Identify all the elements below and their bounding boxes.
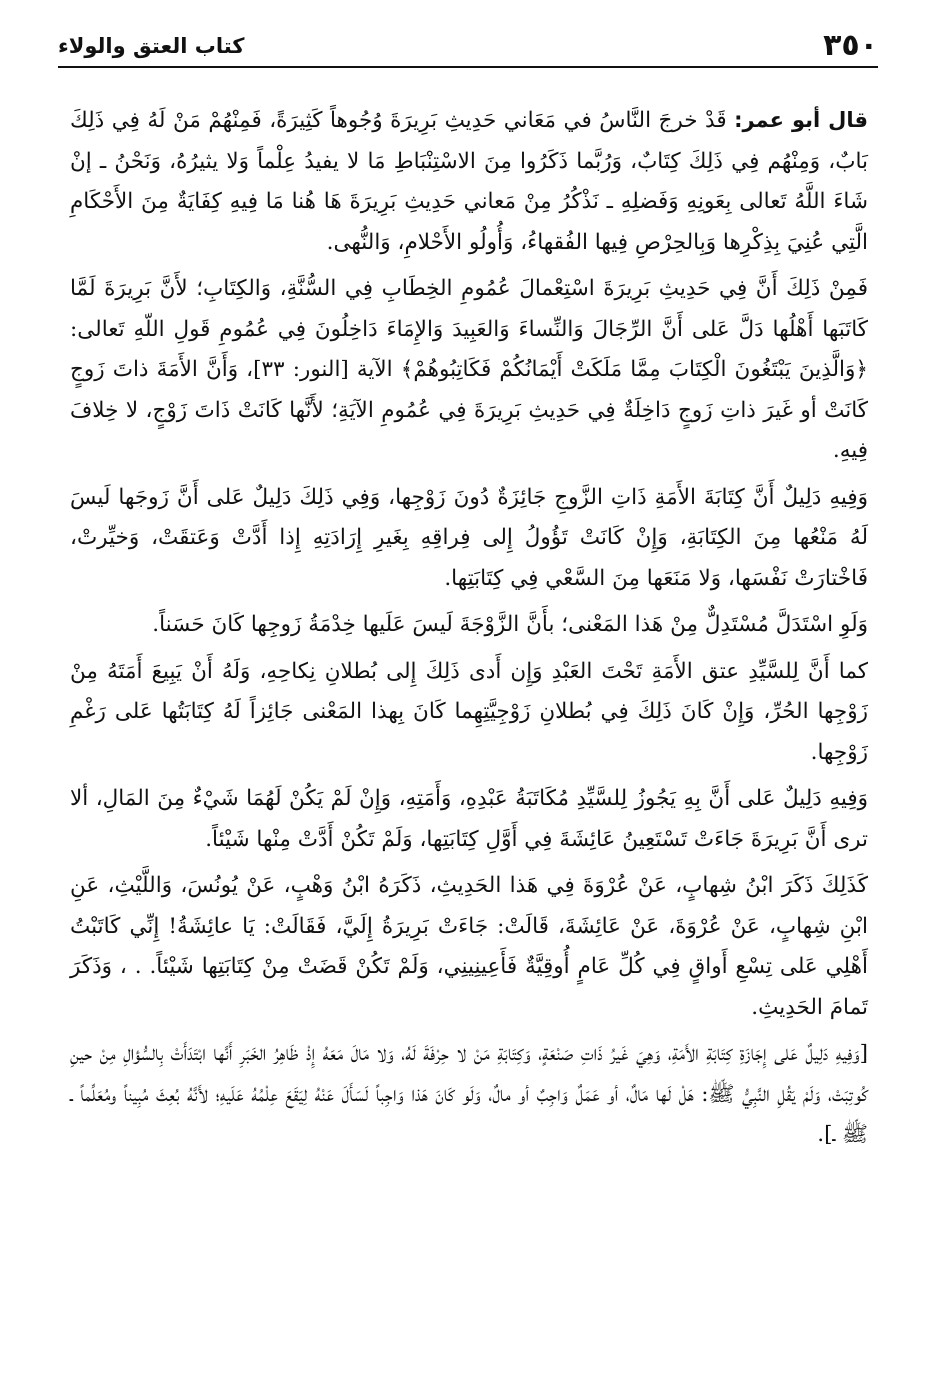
paragraph (70, 1034, 868, 1156)
paragraph (70, 605, 868, 646)
paragraph-lead: قال أبو عمر: (734, 108, 869, 132)
paragraph-text: كما أَنَّ لِلسَّيِّدِ عتق الأَمَةِ تَحْتَ العَبْدِ وَإِن أَدى ذَلِكَ إِلى بُطلانِ نِكاحِهِ، وَلَهُ أَنْ يَبِيعَ أَمَتَهُ مِنْ زَوْجِها الحُرِّ، وَإِنْ كَانَ ذَلِكَ فِي بُطلانِ زَوْجِيَّتِهِما كَانَ بِهذا المَعْنى جَائِزاً لَهُ كِتَابَتُها عَلى رَغْمِ زَوْجِها. (70, 658, 868, 765)
paragraph-intro (70, 100, 868, 263)
paragraph (70, 779, 868, 860)
page-header (58, 26, 878, 66)
paragraph-text: فَمِنْ ذَلِكَ أَنَّ فِي حَدِيثِ بَرِيرَةَ اسْتِعْمالَ عُمُومِ الخِطَابِ فِي السُّنَّةِ، وَالكِتَابِ؛ لأَنَّ بَرِيرَةَ لَمَّا كَاتَبَها أَهْلُها دَلَّ عَلى أَنَّ الرِّجَالَ وَالنِّساءَ وَالعَبِيدَ وَالإِمَاءَ دَاخِلُونَ فِي عُمُومِ قَولِ اللّهِ تَعالى: ﴿وَالَّذِينَ يَبْتَغُونَ الْكِتَابَ مِمَّا مَلَكَتْ أَيْمَانُكُمْ فَكَاتِبُوهُمْ﴾ الآية [النور: ٣٣]، وَأَنَّ الأَمَةَ ذاتَ زَوجٍ كَانَتْ أو غَيرَ ذاتِ زَوجٍ دَاخِلَةٌ فِي حَدِيثِ بَرِيرَةَ فِي عُمُومِ الآيَةِ؛ لأَنَّها كَانَتْ ذَاتَ زَوْجٍ، لا خِلافَ فِيهِ. (70, 276, 868, 463)
paragraph-text: وَلَوِ اسْتَدَلَّ مُسْتَدِلٌّ مِنْ هَذا المَعْنى؛ بأَنَّ الزَّوْجَةَ لَيسَ عَلَيها خِدْمَةُ زَوجِها كَانَ حَسَناً. (152, 612, 868, 637)
paragraph-text: وَفِيهِ دَلِيلٌ عَلى أَنَّ بِهِ يَجُوزُ لِلسَّيِّدِ مُكَاتَبَةُ عَبْدِهِ، وَأَمَتِهِ، وَإِنْ لَمْ يَكُنْ لَهُمَا شَيْءٌ مِنَ المَالِ، ألا ترى أَنَّ بَرِيرَةَ جَاءَتْ تَسْتَعِينُ عَائِشَةَ فِي أَوَّلِ كِتَابَتِها، وَلَمْ تَكُنْ أَدَّتْ مِنْها شَيْئاً. (70, 786, 868, 852)
paragraph-text: قَدْ خرجَ النَّاسُ في مَعَاني حَدِيثِ بَرِيرَةَ وُجُوهاً كَثِيرَةً، فَمِنْهُمْ مَنْ لَهُ فِي ذَلِكَ بَابٌ، وَمِنْهُم فِي ذَلِكَ كِتَابٌ، وَرُبَّما ذَكَرُوا مِنَ الاسْتِنْبَاطِ مَا لا يفيدُ عِلْماً وَلا يثيرُهُ، وَنَحْنُ ـ إنْ شَاءَ اللَّهُ تَعالى بِعَونِهِ وَفَضلِهِ ـ نَذْكُرُ مِنْ مَعاني حَدِيثِ بَرِيرَةَ هَا هُنا مَا فِيهِ كِفَايَةٌ مِنَ الأَحْكَامِ الَّتِي عُنِيَ بِذِكْرِها وَبِالحِرْصِ فِيها الفُقهاءُ، وَأُولُو الأَحْلامِ، وَالنُّهى. (70, 108, 868, 255)
paragraph-text: كَذَلِكَ ذَكَرَ ابْنُ شِهابٍ، عَنْ عُرْوَةَ فِي هَذا الحَدِيثِ، ذَكَرَهُ ابْنُ وَهْبٍ، عَنْ يُونُسَ، وَاللَّيْثِ، عَنِ ابْنِ شِهابٍ، عَنْ عُرْوَةَ، عَنْ عَائِشَةَ، قَالَتْ: جَاءَتْ بَرِيرَةُ إِلَيَّ، فَقَالَتْ: يَا عائِشَةُ! إِنِّي كَاتَبْتُ أَهْلِي عَلى تِسْعِ أَواقٍ فِي كُلِّ عَامٍ أُوقِيَّةٌ فَأَعِينِينِي، وَلَمْ تَكُنْ قَضَتْ مِنْ كِتَابَتِها شَيْئاً. . ، وَذَكَرَ تَمامَ الحَدِيثِ. (70, 873, 868, 1020)
body-text (70, 100, 868, 1162)
paragraph-text: [وَفِيهِ دَلِيلٌ عَلى إِجَازَةِ كِتَابَةِ الأَمَةِ، وَهِيَ غَيرُ ذَاتِ صَنْعَةٍ، وَكِتَابَةِ مَنْ لا حِرْفَةَ لَهُ، وَلا مَالَ مَعَهُ إِذْ ظَاهِرُ الخَبَرِ أَنَّها ابْتَدَأَتْ بِالسُّؤالِ مِنْ حينِ كُوتِبَتْ، وَلَمْ يَقُلِ النَّبِيُّ ﷺ: هَلْ لَها مَالٌ، أو عَمَلٌ وَاجِبٌ أو مالٌ، وَلَو كَانَ هَذا وَاجِباً لَسَأَلَ عَنْهُ لِيَقَعَ عِلْمُهُ عَلَيهِ؛ لأَنَّهُ بُعِثَ مُبِيناً ومُعَلِّماً ـ ﷺ ـ]. (70, 1041, 868, 1147)
paragraph (70, 478, 868, 600)
paragraph (70, 269, 868, 472)
paragraph (70, 866, 868, 1028)
running-title: كتاب العتق والولاء (58, 34, 245, 58)
page-number: ٣٥٠ (823, 28, 878, 63)
paragraph (70, 652, 868, 774)
header-rule (58, 66, 878, 68)
paragraph-text: وَفِيهِ دَلِيلٌ أَنَّ كِتَابَةَ الأَمَةِ ذَاتِ الزَّوجِ جَائِزَةٌ دُونَ زَوْجِها، وَفِي ذَلِكَ دَلِيلٌ عَلى أَنَّ زَوجَها لَيسَ لَهُ مَنْعُها مِنَ الكِتَابَةِ، وَإِنْ كَانَتْ تَؤُولُ إِلى فِراقِهِ بِغَيرِ إِرَادَتِهِ إِذا أَدَّتْ وَعَتقَتْ، وَخيِّرتْ، فَاخْتارَتْ نَفْسَها، وَلا مَنَعَها مِنَ السَّعْي فِي كِتَابَتِها. (70, 484, 868, 591)
